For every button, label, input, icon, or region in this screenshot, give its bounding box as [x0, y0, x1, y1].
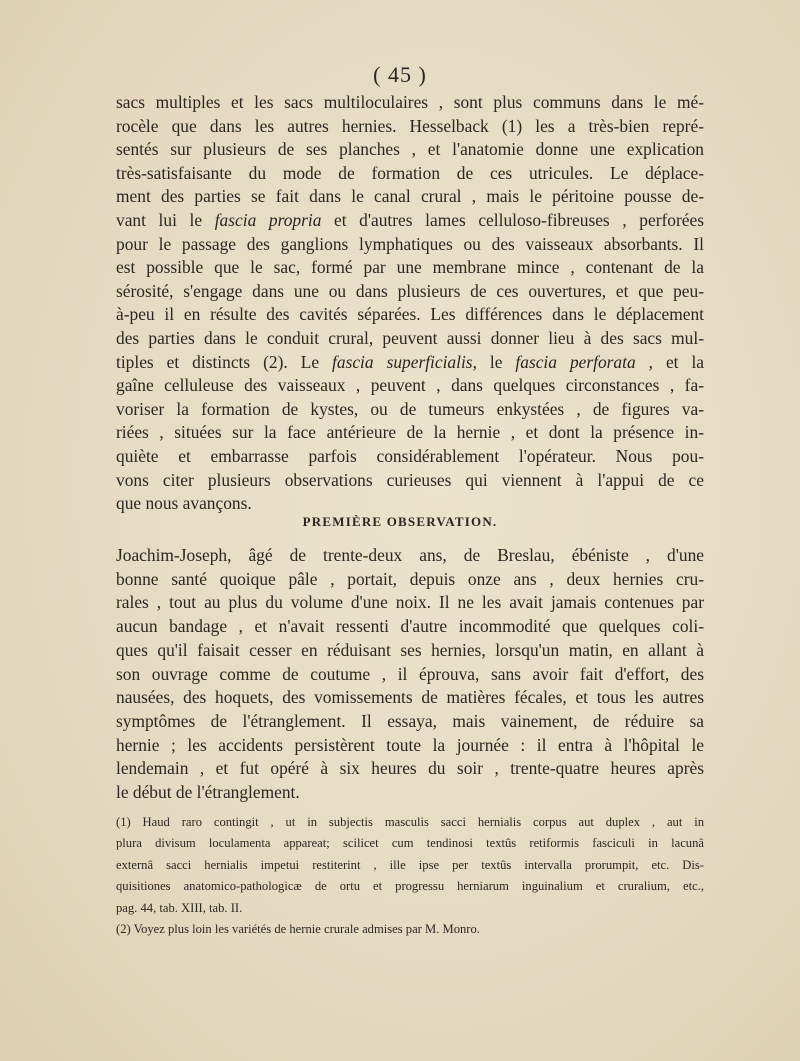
footnotes	[116, 812, 704, 940]
text-line: des parties dans le conduit crural, peuvent aussi donner lieu à des sacs mul-	[116, 327, 704, 348]
text-line: pour le passage des ganglions lymphatiques ou des vaisseaux absorbants. Il	[116, 233, 704, 254]
text-line: gaîne celluleuse des vaisseaux , peuvent , dans quelques circonstances , fa-	[116, 375, 704, 396]
text-line: voriser la formation de kystes, ou de tumeurs enkystées , de figures va-	[116, 398, 704, 419]
text-line: vons citer plusieurs observations curieuses qui viennent à l'appui de ce	[116, 469, 704, 490]
text-line: aucun bandage , et n'avait ressenti d'autre incommodité que quelques coli-	[116, 616, 704, 637]
text-line: très-satisfaisante du mode de formation de ces utricules. Le déplace-	[116, 162, 704, 183]
footnote-1-line: quisitiones anatomico-pathologicæ de ortu et progressu herniarum inguinalium et cruralium, etc.,	[116, 879, 704, 894]
footnote-1-line: plura divisum loculamenta appareat; scilicet cum tendinosi textûs retiformis fasciculi in lacunâ	[116, 836, 704, 851]
text-line: sérosité, s'engage dans une ou dans plusieurs de ces ouvertures, et que peu-	[116, 280, 704, 301]
text-line: rocèle que dans les autres hernies. Hesselback (1) les a très-bien repré-	[116, 115, 704, 136]
footnote-1-line: (1) Haud raro contingit , ut in subjectis masculis sacci hernialis corpus aut duplex , aut in	[116, 815, 704, 829]
text-line: sentés sur plusieurs de ses planches , et l'anatomie donne une explication	[116, 139, 704, 160]
text-line: ques qu'il faisait cesser en réduisant ses hernies, lorsqu'un matin, en allant à	[116, 639, 704, 660]
observation-paragraph	[116, 544, 704, 805]
text-line: bonne santé quoique pâle , portait, depuis onze ans , deux hernies cru-	[116, 568, 704, 589]
page-number: ( 45 )	[373, 62, 427, 87]
footnote-1-line: externâ sacci hernialis impetui restiterint , ille ipse per textûs intervalla prorumpit, etc. Dis-	[116, 857, 704, 872]
text-line: nausées, des hoquets, des vomissements de matières fécales, et tous les autres	[116, 687, 704, 708]
text-line: symptômes de l'étranglement. Il essaya, mais vainement, de réduire sa	[116, 710, 704, 731]
text-line: sacs multiples et les sacs multiloculaires , sont plus communs dans le mé-	[116, 92, 704, 112]
text-line: quiète et embarrasse parfois considérablement l'opérateur. Nous pou-	[116, 445, 704, 466]
text-line: hernie ; les accidents persistèrent toute la journée : il entra à l'hôpital le	[116, 734, 704, 755]
text-line: lendemain , et fut opéré à six heures du soir , trente-quatre heures après	[116, 758, 704, 779]
text-line: que nous avançons.	[116, 493, 252, 514]
footnote-2: (2) Voyez plus loin les variétés de hernie crurale admises par M. Monro.	[116, 922, 480, 937]
text-line: rales , tout au plus du volume d'une noix. Il ne les avait jamais contenues par	[116, 592, 704, 613]
text-line: à-peu il en résulte des cavités séparées. Les différences dans le déplacement	[116, 304, 704, 325]
text-line: vant lui le fascia propria et d'autres lames celluloso-fibreuses , perforées	[116, 209, 704, 230]
footnote-1-line: pag. 44, tab. XIII, tab. II.	[116, 900, 243, 915]
text-line: son ouvrage comme de coutume , il éprouva, sans avoir fait d'effort, des	[116, 663, 704, 684]
text-line: le début de l'étranglement.	[116, 782, 300, 803]
paragraph-continuation	[116, 91, 704, 516]
text-line: Joachim-Joseph, âgé de trente-deux ans, de Breslau, ébéniste , d'une	[116, 545, 704, 565]
section-heading: PREMIÈRE OBSERVATION.	[302, 514, 498, 529]
text-line: riées , situées sur la face antérieure de la hernie , et dont la présence in-	[116, 422, 704, 443]
text-line: est possible que le sac, formé par une membrane mince , contenant de la	[116, 257, 704, 278]
text-line: tiples et distincts (2). Le fascia superficialis, le fascia perforata , et la	[116, 351, 705, 372]
text-line: ment des parties se fait dans le canal crural , mais le péritoine pousse de-	[116, 186, 704, 207]
